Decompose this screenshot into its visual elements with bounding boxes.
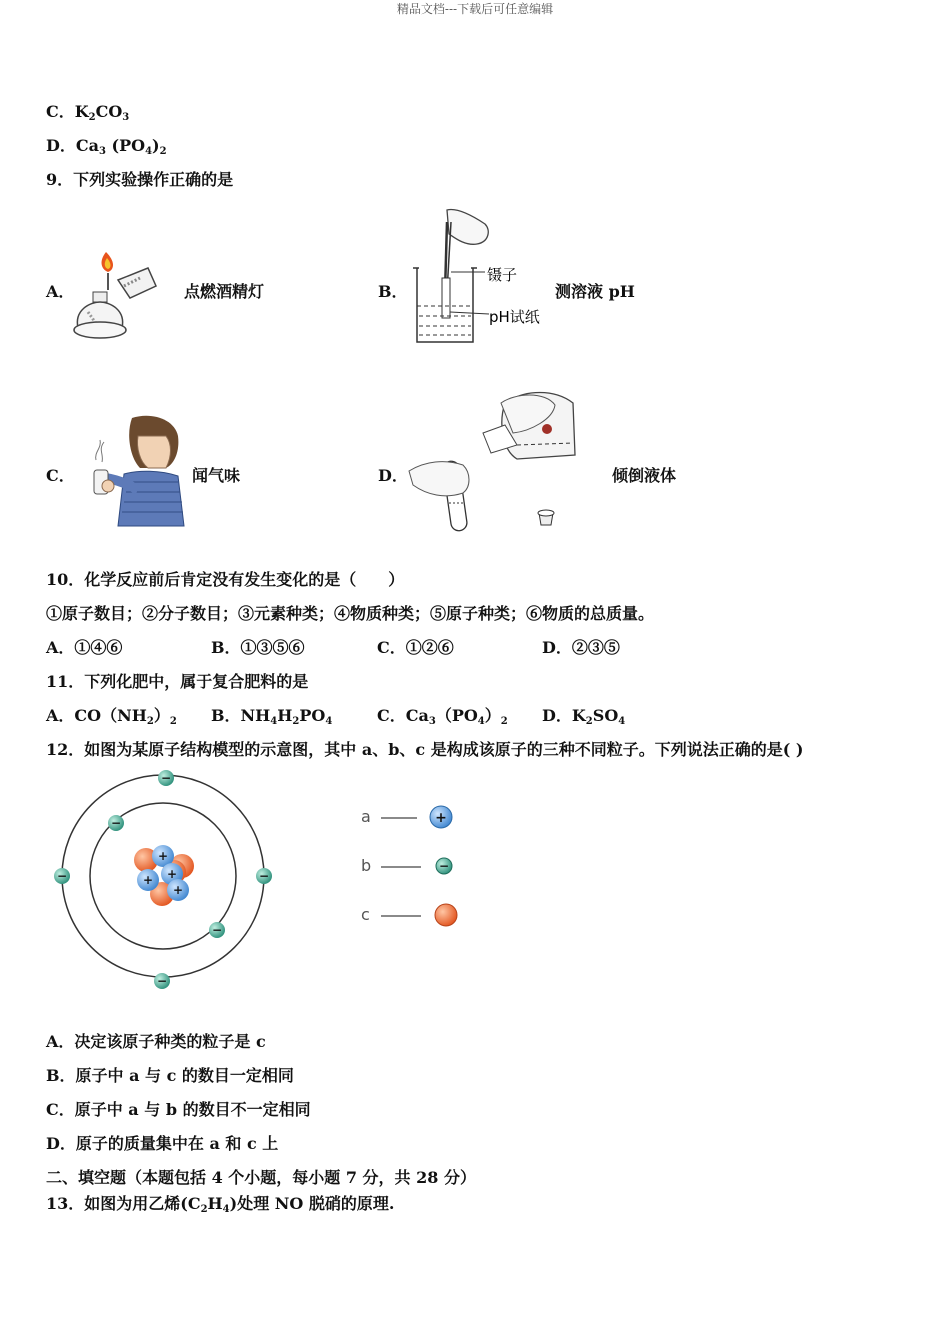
nucleus: [134, 845, 194, 906]
svg-text:+: +: [142, 873, 154, 887]
q11-stem: 11．下列化肥中，属于复合肥料的是: [46, 672, 309, 691]
q9-option-b-text: 测溶液 pH: [555, 282, 635, 301]
particle-legend: [355, 800, 465, 932]
q9-option-a-text: 点燃酒精灯: [184, 282, 265, 301]
q10-stem: 10．化学反应前后肯定没有发生变化的是（ ）: [46, 570, 405, 589]
alcohol-lamp-figure: [68, 240, 168, 348]
ph-test-figure: [405, 208, 550, 348]
legend-b-label: b: [361, 856, 372, 875]
atom-model-figure: [50, 768, 280, 996]
svg-text:+: +: [435, 810, 447, 826]
q10-items: ①原子数目；②分子数目；③元素种类；④物质种类；⑤原子种类；⑥物质的总质量。: [46, 604, 655, 623]
svg-text:+: +: [172, 883, 184, 897]
q8-option-c: C．$K_2CO_3$: [46, 102, 130, 123]
smell-gas-figure: [88, 412, 188, 528]
q9-stem: 9．下列实验操作正确的是: [46, 170, 234, 189]
section-2-title: 二、填空题（本题包括 4 个小题，每小题 7 分，共 28 分）: [46, 1168, 476, 1187]
q11-option-d: D．$K_2SO_4$: [542, 706, 626, 727]
tweezers-label: 镊子: [487, 266, 518, 284]
svg-text:+: +: [166, 867, 178, 881]
legend-c-label: c: [361, 905, 370, 924]
q12-option-a: A．决定该原子种类的粒子是 c: [46, 1032, 266, 1051]
q11-option-a: A．$CO(NH_2)_2$: [46, 706, 177, 727]
q10-option-d: D．②③⑤: [542, 638, 620, 657]
svg-text:−: −: [160, 771, 172, 785]
q10-option-a: A．①④⑥: [46, 638, 123, 657]
q9-option-c-text: 闻气味: [192, 466, 241, 485]
page-header: 精品文档---下载后可任意编辑: [396, 2, 554, 16]
q9-option-d-text: 倾倒液体: [612, 466, 677, 485]
ph-paper-label: pH试纸: [489, 308, 540, 326]
q12-stem: 12．如图为某原子结构模型的示意图，其中 a、b、c 是构成该原子的三种不同粒子。下列说法正确的是( ): [46, 740, 804, 759]
pour-liquid-figure: [405, 385, 585, 535]
q9-option-a-letter: A．: [46, 282, 75, 301]
svg-text:−: −: [258, 869, 270, 883]
q10-option-b: B．①③⑤⑥: [211, 638, 305, 657]
svg-text:−: −: [438, 859, 450, 873]
legend-a-label: a: [361, 807, 371, 826]
q13-stem: 13．如图为用乙烯$(C_2H_4)$处理 NO 脱硝的原理.: [46, 1194, 395, 1215]
q9-option-d-letter: D．: [378, 466, 408, 485]
q9-option-b-letter: B．: [378, 282, 408, 301]
q12-option-c: C．原子中 a 与 b 的数目不一定相同: [46, 1100, 311, 1119]
svg-text:−: −: [156, 974, 168, 988]
svg-text:−: −: [211, 923, 223, 937]
svg-text:−: −: [110, 816, 122, 830]
q12-option-b: B．原子中 a 与 c 的数目一定相同: [46, 1066, 294, 1085]
q11-option-b: B．$NH_4H_2PO_4$: [211, 706, 333, 727]
q11-option-c: C．$Ca_3(PO_4)_2$: [377, 706, 508, 727]
q12-option-d: D．原子的质量集中在 a 和 c 上: [46, 1134, 279, 1153]
q8-option-d: D．$Ca_3$ $(PO_4)_2$: [46, 136, 167, 157]
svg-text:−: −: [56, 869, 68, 883]
q10-option-c: C．①②⑥: [377, 638, 454, 657]
svg-text:+: +: [157, 849, 169, 863]
q9-option-c-letter: C．: [46, 466, 75, 485]
